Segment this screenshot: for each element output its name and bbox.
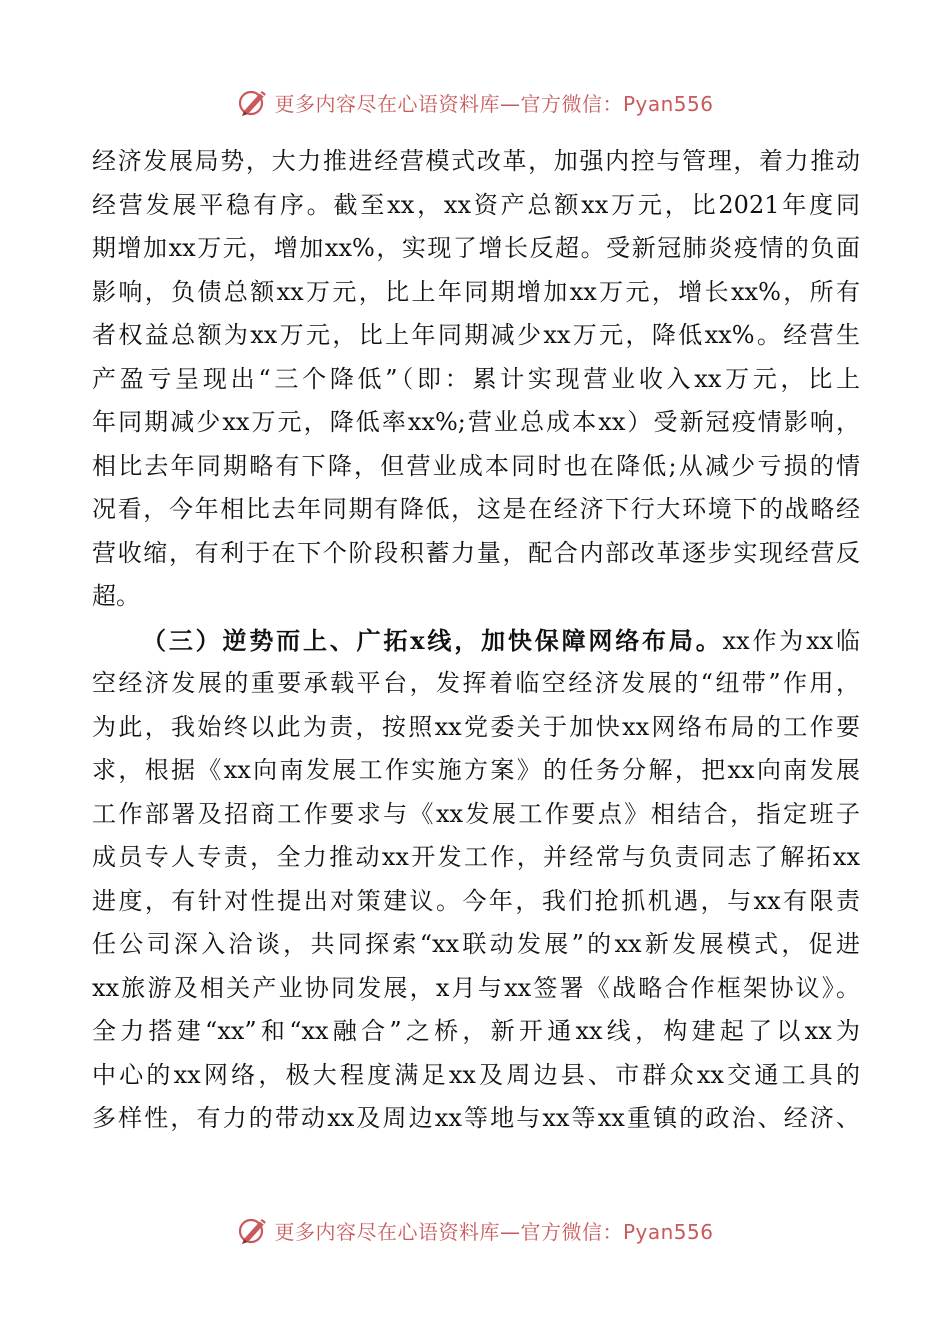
watermark-text: 更多内容尽在心语资料库—官方微信：Pyan556 xyxy=(274,1219,714,1244)
text-line: 中心的xx网络，极大程度满足xx及周边县、市群众xx交通工具的 xyxy=(92,1060,860,1089)
document-body xyxy=(92,140,860,1141)
header-watermark xyxy=(0,82,950,122)
text-line: 工作部署及招商工作要求与《xx发展工作要点》相结合，指定班子 xyxy=(92,799,860,828)
text-line: 求，根据《xx向南发展工作实施方案》的任务分解，把xx向南发展 xyxy=(92,756,860,784)
text-line: 况看，今年相比去年同期有降低，这是在经济下行大环境下的战略经 xyxy=(92,495,860,523)
text-line: 产盈亏呈现出“三个降低”（即：累计实现营业收入xx万元，比上 xyxy=(92,364,860,393)
section-first-line-rest: xx作为xx临 xyxy=(722,626,860,655)
text-line: 任公司深入洽谈，共同探索“xx联动发展”的xx新发展模式，促进 xyxy=(92,930,860,958)
section-heading: （三）逆势而上、广拓x线，加快保障网络布局。 xyxy=(142,625,723,655)
section-first-line xyxy=(92,619,860,663)
footer-watermark xyxy=(0,1210,950,1250)
text-line: 为此，我始终以此为责，按照xx党委关于加快xx网络布局的工作要 xyxy=(92,712,860,741)
text-line: 成员专人专责，全力推动xx开发工作，并经常与负责同志了解拓xx xyxy=(92,843,860,871)
text-line: 经营发展平稳有序。截至xx，xx资产总额xx万元，比2021年度同 xyxy=(92,190,860,219)
text-line: 营收缩，有利于在下个阶段积蓄力量，配合内部改革逐步实现经营反 xyxy=(92,538,860,567)
text-line: 相比去年同期略有下降，但营业成本同时也在降低;从减少亏损的情 xyxy=(92,451,860,480)
text-line: 空经济发展的重要承载平台，发挥着临空经济发展的“纽带”作用， xyxy=(92,669,860,697)
pen-in-circle-icon xyxy=(236,1213,270,1247)
watermark-text: 更多内容尽在心语资料库—官方微信：Pyan556 xyxy=(274,91,714,116)
text-line: 超。 xyxy=(92,582,140,610)
text-line: 经济发展局势，大力推进经营模式改革，加强内控与管理，着力推动 xyxy=(92,147,860,175)
text-line: 全力搭建“xx”和“xx融合”之桥，新开通xx线，构建起了以xx为 xyxy=(92,1017,860,1045)
text-line: 进度，有针对性提出对策建议。今年，我们抢抓机遇，与xx有限责 xyxy=(92,886,860,915)
text-line: 年同期减少xx万元，降低率xx%;营业总成本xx）受新冠疫情影响， xyxy=(92,408,860,436)
text-line: xx旅游及相关产业协同发展，x月与xx签署《战略合作框架协议》。 xyxy=(92,973,860,1002)
text-line: 多样性，有力的带动xx及周边xx等地与xx等xx重镇的政治、经济、 xyxy=(92,1104,860,1132)
text-line: 者权益总额为xx万元，比上年同期减少xx万元，降低xx%。经营生 xyxy=(92,321,860,349)
text-line: 影响，负债总额xx万元，比上年同期增加xx万元，增长xx%，所有 xyxy=(92,277,860,306)
text-line: 期增加xx万元，增加xx%，实现了增长反超。受新冠肺炎疫情的负面 xyxy=(92,234,860,262)
pen-in-circle-icon xyxy=(236,85,270,119)
